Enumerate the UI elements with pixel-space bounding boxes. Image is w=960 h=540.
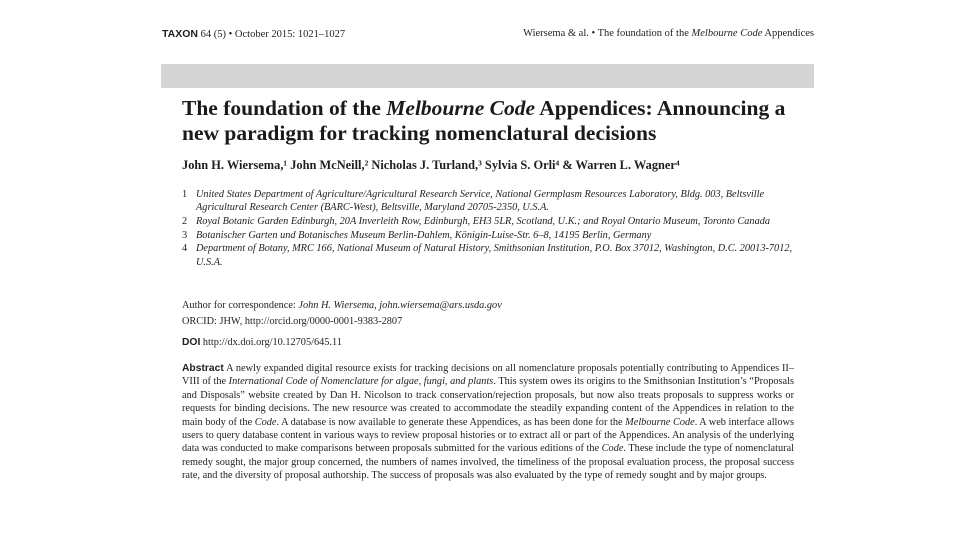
affiliation-4 <box>182 242 802 268</box>
abstract-text: . A database is now available to generate these Appendices, as has been done for the <box>276 416 626 428</box>
affiliation-text: United States Department of Agriculture/Agricultural Research Service, National Germplasm Resources Laboratory, Bldg. 003, Beltsville Agricultural Research Center (BARC-West), Beltsville, Maryland 20705-2350, U.S.A. <box>196 189 765 214</box>
running-head-italic: Melbourne Code <box>691 28 763 39</box>
title-part2: Appendices: Announcing a new paradigm for tracking nomenclatural decisions <box>182 96 786 145</box>
affiliation-number: 2 <box>182 215 188 227</box>
doi-link[interactable]: http://dx.doi.org/10.12705/645.11 <box>200 337 342 348</box>
abstract-italic: International Code of Nomenclature for algae, fungi, and plants <box>228 376 494 388</box>
abstract-italic: Code <box>601 443 624 455</box>
abstract-label: Abstract <box>182 363 224 374</box>
affiliations <box>182 188 802 269</box>
affiliation-text: Royal Botanic Garden Edinburgh, 20A Inverleith Row, Edinburgh, EH3 5LR, Scotland, U.K.; and Royal Ontario Museum, Toronto Canada <box>196 215 771 227</box>
correspondence-label: Author for correspondence: <box>182 300 299 311</box>
title-part1: The foundation of the <box>182 96 387 120</box>
issue-citation: 64 (5) • October 2015: 1021–1027 <box>200 29 346 40</box>
abstract <box>182 362 794 483</box>
abstract-text: A newly expanded digital resource exists for tracking decisions on all nomenclature proposals potentially contributing to Appendices II–VIII of the <box>182 363 794 388</box>
running-head <box>162 28 814 48</box>
affiliation-1 <box>182 188 802 214</box>
doi-label: DOI <box>182 337 201 348</box>
affiliation-text: Botanischer Garten und Botanisches Museum Berlin-Dahlem, Königin-Luise-Str. 6–8, 14195 Berlin, Germany <box>196 229 652 241</box>
running-head-authors: Wiersema & al. • The foundation of the <box>523 28 692 39</box>
abstract-text: . This system owes its origins to the Smithsonian Institution’s “Proposals and Disposals” website created by Dan H. Nicolson to track conservation/rejection proposals, but now also treats proposals to suppress works or requests for binding decisions. The new resource was created to accommodate the steadily expanding content of the Appendices in relation to the main body of the <box>182 376 794 428</box>
abstract-text: . These include the type of nomenclatural remedy sought, the major group concerned, the numbers of names involved, the timeliness of the proposal evaluation process, the proposal success rate, and the diversity of proposal authorship. The success of proposals was also evaluated by the type of remedy sought and by major groups. <box>182 443 794 482</box>
affiliation-2 <box>182 215 802 228</box>
doi-line <box>182 337 802 348</box>
running-head-end: Appendices <box>762 28 814 39</box>
paper-title <box>182 96 802 146</box>
running-head-short-title <box>523 28 814 39</box>
journal-name: TAXON <box>162 28 198 40</box>
orcid-line: ORCID: JHW, http://orcid.org/0000-0001-9383-2807 <box>182 316 403 328</box>
abstract-italic: Melbourne Code <box>625 416 695 428</box>
affiliation-3 <box>182 229 802 242</box>
author-list: John H. Wiersema,¹ John McNeill,² Nicholas J. Turland,³ Sylvia S. Orli⁴ & Warren L. Wagner⁴ <box>182 158 680 172</box>
affiliation-number: 3 <box>182 229 188 241</box>
affiliation-number: 1 <box>182 189 188 200</box>
correspondence-value: John H. Wiersema, john.wiersema@ars.usda.gov <box>298 300 502 311</box>
affiliation-number: 4 <box>182 243 188 255</box>
header-band <box>161 64 814 88</box>
abstract-text: . A web interface allows users to query database content in various ways to review proposal histories or to extract all or part of the Appendices. An analysis of the underlying data was conducted to make comparisons between proposals submitted for the various editions of the <box>182 416 795 455</box>
title-italic: Melbourne Code <box>386 96 536 120</box>
affiliation-text: Department of Botany, MRC 166, National Museum of Natural History, Smithsonian Institution, P.O. Box 37012, Washington, D.C. 20013-7012, U.S.A. <box>196 243 793 268</box>
correspondence-line <box>182 298 802 314</box>
running-head-citation <box>162 28 345 40</box>
abstract-italic: Code <box>254 416 277 428</box>
correspondence-block <box>182 298 802 330</box>
